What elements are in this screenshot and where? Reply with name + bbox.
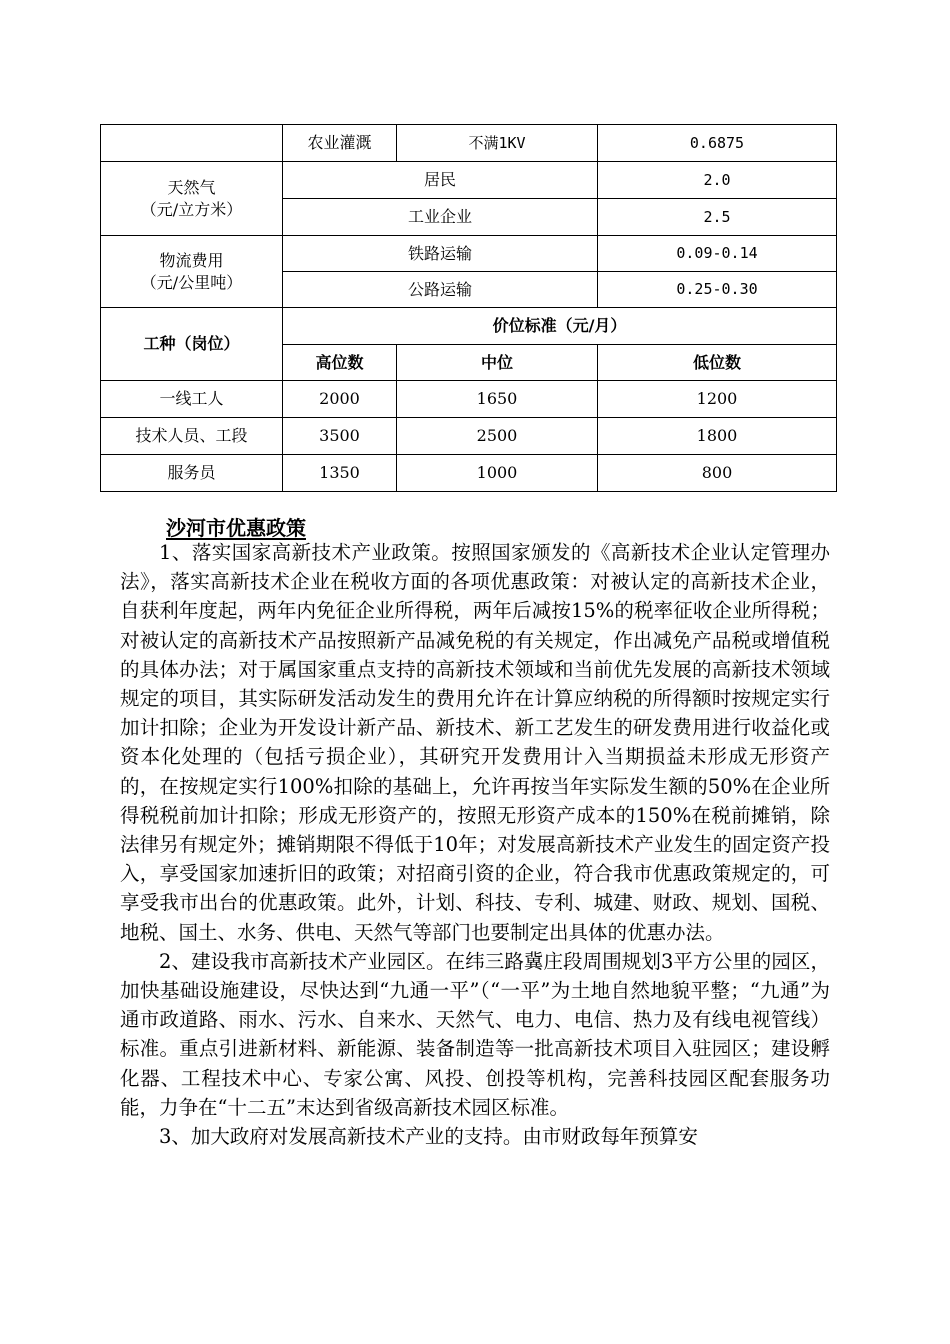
category-cell — [101, 162, 283, 236]
table-row — [101, 162, 837, 199]
low-cell: 1200 — [598, 381, 837, 418]
mid-cell: 1650 — [397, 381, 598, 418]
price-group-header: 价位标准（元/月） — [283, 308, 837, 345]
detail-cell: 不满1KV — [397, 125, 598, 162]
paragraph: 1、落实国家高新技术产业政策。按照国家颁发的《高新技术企业认定管理办法》，落实高新技术企业在税收方面的各项优惠政策：对被认定的高新技术企业，自获利年度起，两年内免征企业所得税，两年后减按15%的税率征收企业所得税；对被认定的高新技术产品按照新产品减免税的有关规定，作出减免产品税或增值税的具体办法；对于属国家重点支持的高新技术领域和当前优先发展的高新技术领域规定的项目，其实际研发活动发生的费用允许在计算应纳税的所得额时按规定实行加计扣除；企业为开发设计新产品、新技术、新工艺发生的研发费用进行收益化或资本化处理的（包括亏损企业），其研究开发费用计入当期损益未形成无形资产的，在按规定实行100%扣除的基础上，允许再按当年实际发生额的50%在企业所得税税前加计扣除；形成无形资产的，按照无形资产成本的150%在税前摊销，除法律另有规定外；摊销期限不得低于10年；对发展高新技术产业发生的固定资产投入，享受国家加速折旧的政策；对招商引资的企业，符合我市优惠政策规定的，可享受我市出台的优惠政策。此外，计划、科技、专利、城建、财政、规划、国税、地税、国土、水务、供电、天然气等部门也要制定出具体的优惠办法。 — [120, 541, 830, 944]
job-cell: 服务员 — [101, 455, 283, 492]
category-unit: （元/立方米） — [140, 199, 243, 219]
low-header: 低位数 — [598, 345, 837, 381]
value-cell: 0.6875 — [598, 125, 837, 162]
category-name: 天然气 — [167, 177, 216, 197]
high-header: 高位数 — [283, 345, 397, 381]
table-header-row — [101, 308, 837, 345]
high-cell: 3500 — [283, 418, 397, 455]
table-row — [101, 381, 837, 418]
sub-cell: 公路运输 — [283, 272, 598, 308]
low-cell: 1800 — [598, 418, 837, 455]
mid-cell: 2500 — [397, 418, 598, 455]
sub-cell: 农业灌溉 — [283, 125, 397, 162]
mid-header: 中位 — [397, 345, 598, 381]
value-cell: 0.09-0.14 — [598, 236, 837, 272]
high-cell: 2000 — [283, 381, 397, 418]
table-row — [101, 455, 837, 492]
table-row — [101, 418, 837, 455]
sub-cell: 工业企业 — [283, 199, 598, 236]
price-table — [100, 124, 837, 492]
sub-cell: 居民 — [283, 162, 598, 199]
paragraph: 3、加大政府对发展高新技术产业的支持。由市财政每年预算安 — [159, 1125, 698, 1149]
category-name: 物流费用 — [159, 250, 224, 270]
table-row — [101, 236, 837, 272]
value-cell: 2.0 — [598, 162, 837, 199]
job-cell: 技术人员、工段 — [101, 418, 283, 455]
sub-cell: 铁路运输 — [283, 236, 598, 272]
category-cell — [101, 125, 283, 162]
paragraph: 2、建设我市高新技术产业园区。在纬三路冀庄段周围规划3平方公里的园区，加快基础设施建设，尽快达到“九通一平”（“一平”为土地自然地貌平整；“九通”为通市政道路、雨水、污水、自来水、天然气、电力、电信、热力及有线电视管线）标准。重点引进新材料、新能源、装备制造等一批高新技术项目入驻园区；建设孵化器、工程技术中心、专家公寓、风投、创投等机构，完善科技园区配套服务功能，力争在“十二五”末达到省级高新技术园区标准。 — [120, 949, 830, 1119]
policy-body — [120, 538, 830, 1151]
section-title: 沙河市优惠政策 — [166, 516, 306, 540]
high-cell: 1350 — [283, 455, 397, 492]
category-cell — [101, 236, 283, 308]
job-header: 工种（岗位） — [101, 308, 283, 381]
category-unit: （元/公里吨） — [140, 272, 243, 292]
value-cell: 0.25-0.30 — [598, 272, 837, 308]
low-cell: 800 — [598, 455, 837, 492]
table-row — [101, 125, 837, 162]
job-cell: 一线工人 — [101, 381, 283, 418]
value-cell: 2.5 — [598, 199, 837, 236]
mid-cell: 1000 — [397, 455, 598, 492]
